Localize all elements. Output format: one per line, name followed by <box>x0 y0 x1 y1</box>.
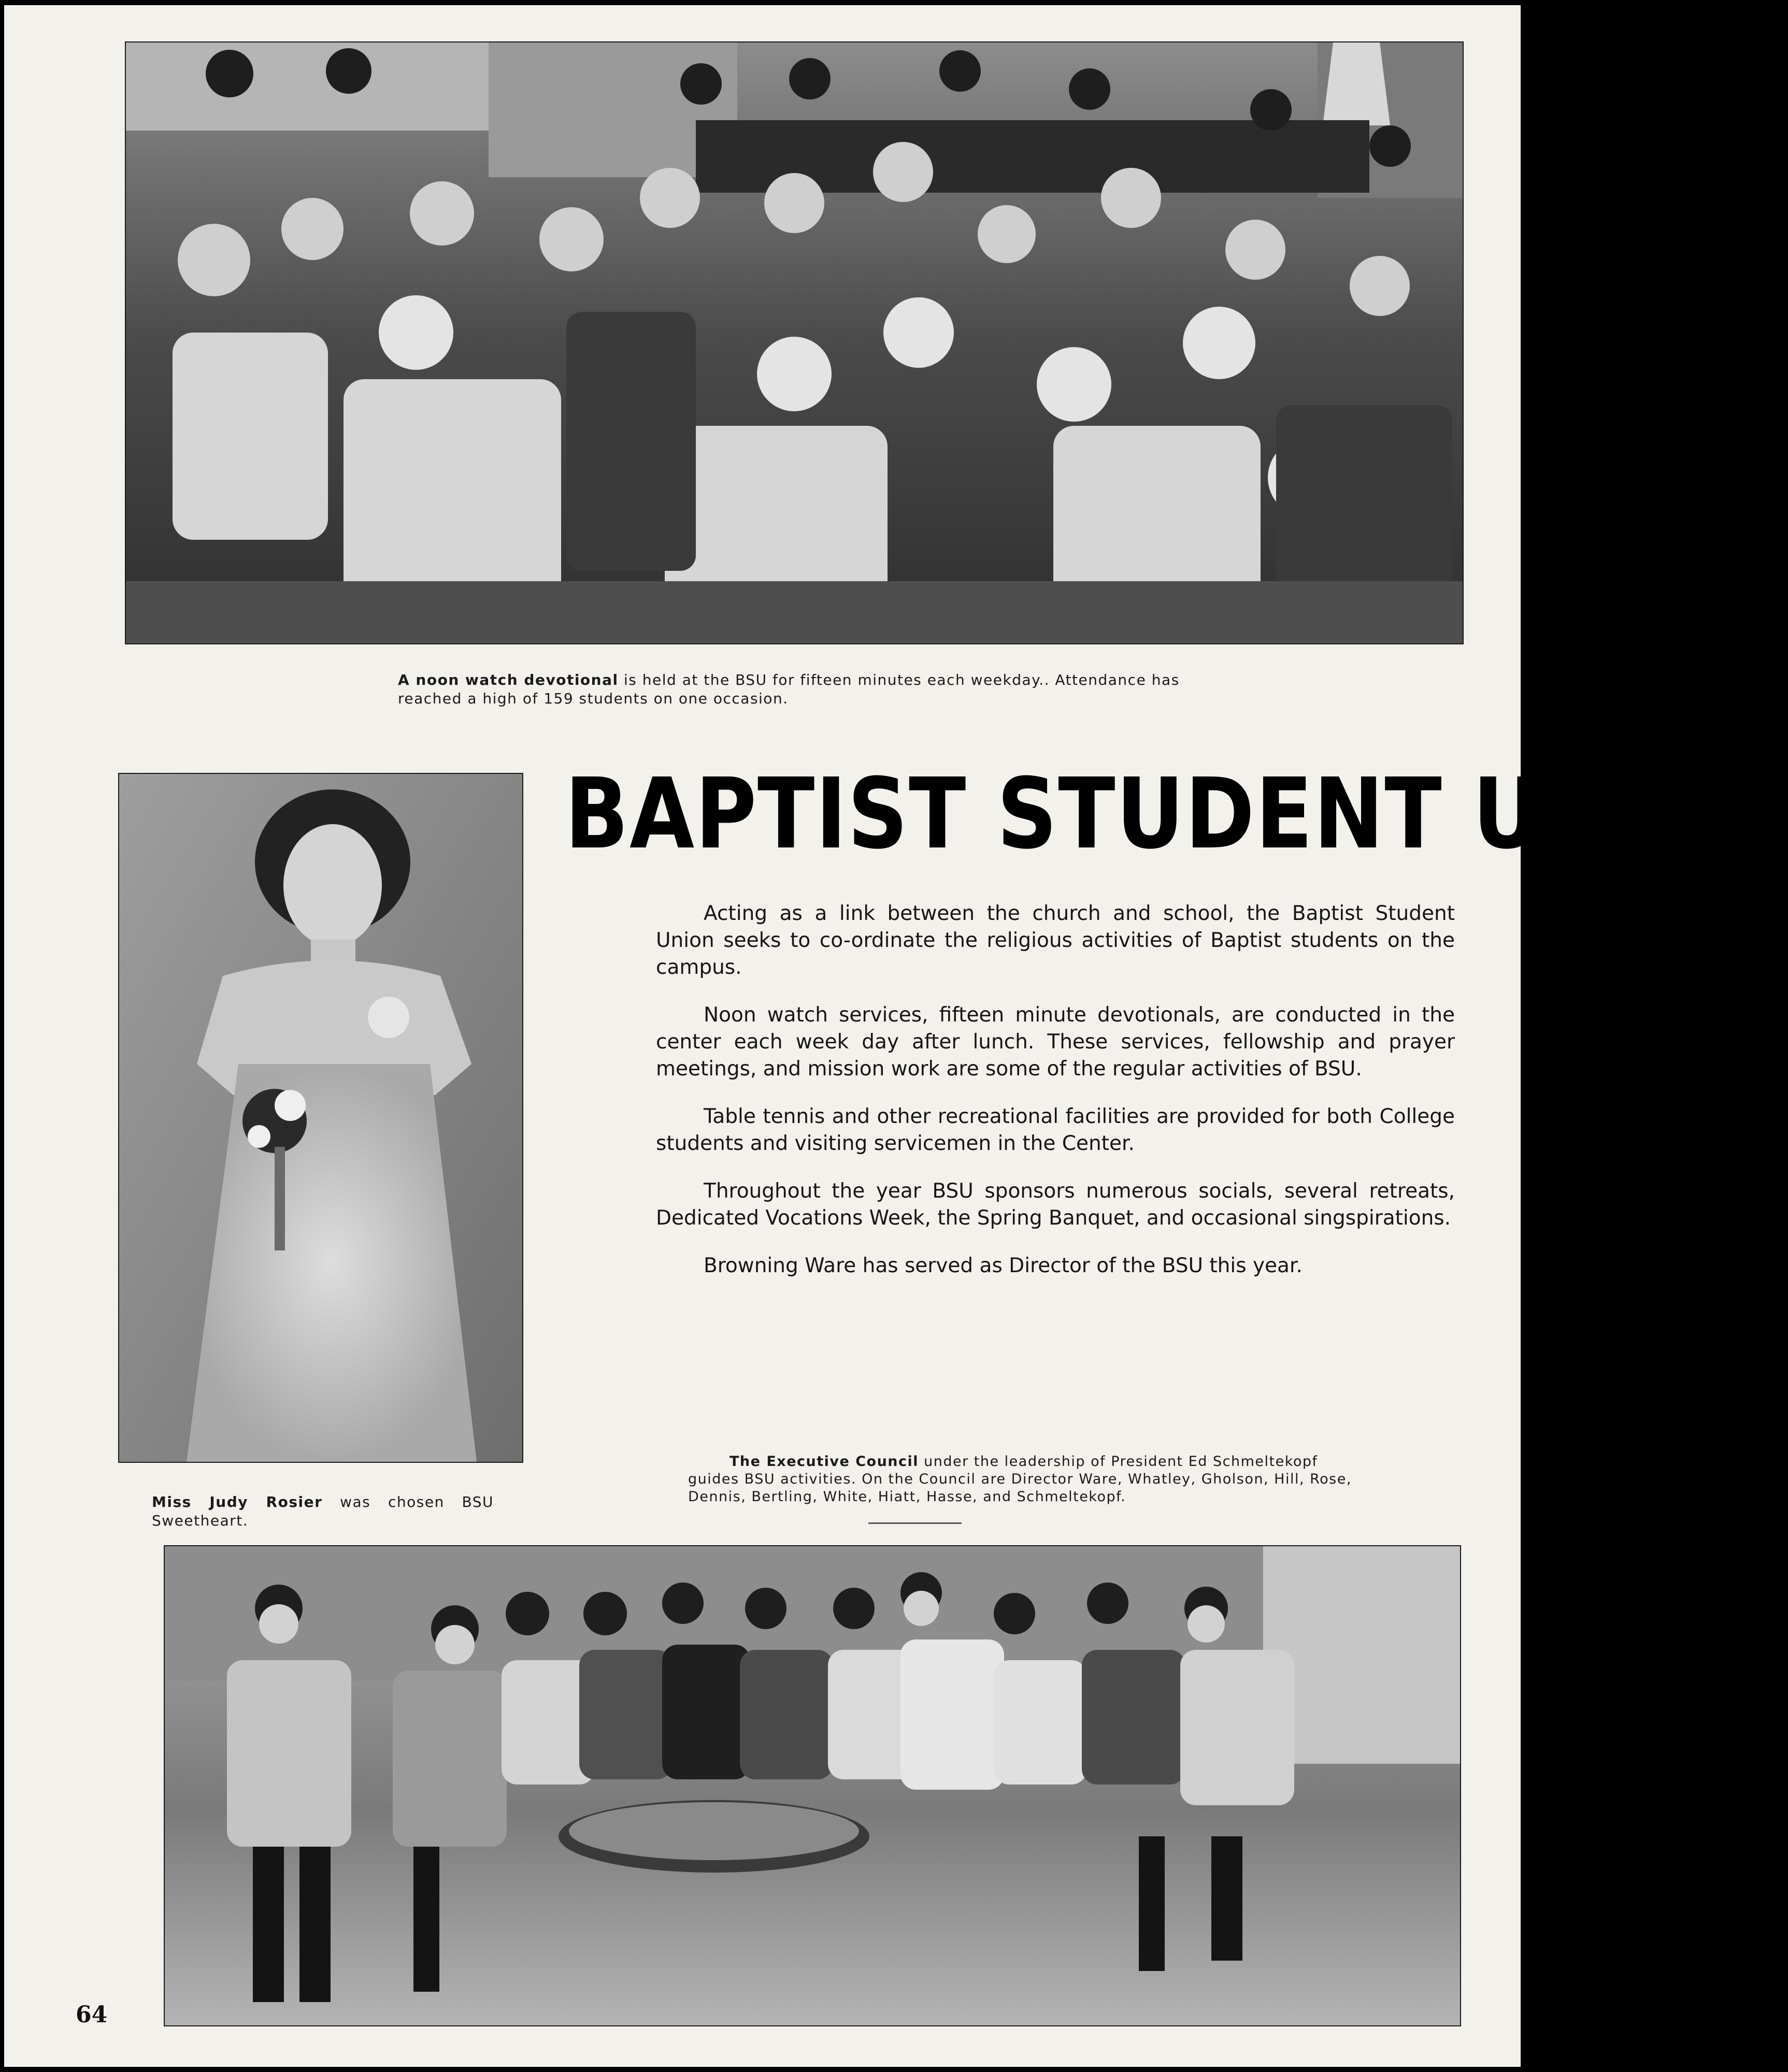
caption-divider <box>868 1522 962 1524</box>
noon-watch-caption-text: is held at the BSU for fifteen minutes each weekday.. Attendance has reached a high of 159 students on one occasion. <box>398 671 1180 707</box>
body-paragraph: Throughout the year BSU sponsors numerous socials, several retreats, Dedicated Vocations Week, the Spring Banquet, and occasional singspirations. <box>656 1179 1455 1230</box>
executive-council-image <box>165 1546 1460 2025</box>
article-body <box>656 900 1455 1300</box>
body-paragraph: Acting as a link between the church and school, the Baptist Student Union seeks to co-ordinate the religious activities of Baptist students on the campus. <box>656 902 1455 979</box>
noon-watch-caption-lead: A noon watch devotional <box>398 671 619 688</box>
sweetheart-portrait-image <box>119 774 522 1462</box>
council-caption-text: under the leadership of President Ed Schmeltekopf guides BSU activities. On the Council are Director Ware, Whatley, Gholson, Hill, Rose, Dennis, Bertling, White, Hiatt, Hasse, and Schmeltekopf. <box>688 1454 1352 1505</box>
body-paragraph: Noon watch services, fifteen minute devotionals, are conducted in the center each week day after lunch. These services, fellowship and prayer meetings, and mission work are some of the regular activities of BSU. <box>656 1003 1455 1081</box>
council-caption-lead: The Executive Council <box>729 1454 919 1470</box>
council-caption <box>688 1453 1372 1506</box>
body-paragraph: Table tennis and other recreational facilities are provided for both College students and visiting servicemen in the Center. <box>656 1105 1455 1155</box>
sweetheart-caption-lead: Miss Judy Rosier <box>152 1493 323 1510</box>
sweetheart-portrait-photo <box>118 773 523 1463</box>
page-title: BAPTIST STUDENT UNION <box>565 757 1788 871</box>
yearbook-page <box>4 5 1788 2067</box>
executive-council-photo <box>164 1545 1461 2026</box>
noon-watch-photo-image <box>126 42 1463 643</box>
sweetheart-caption-text: was chosen BSU Sweetheart. <box>152 1493 494 1529</box>
sweetheart-caption <box>152 1493 494 1530</box>
page-number: 64 <box>76 2002 108 2028</box>
noon-watch-photo <box>125 41 1464 644</box>
noon-watch-caption <box>398 671 1248 708</box>
body-paragraph: Browning Ware has served as Director of the BSU this year. <box>704 1254 1303 1277</box>
